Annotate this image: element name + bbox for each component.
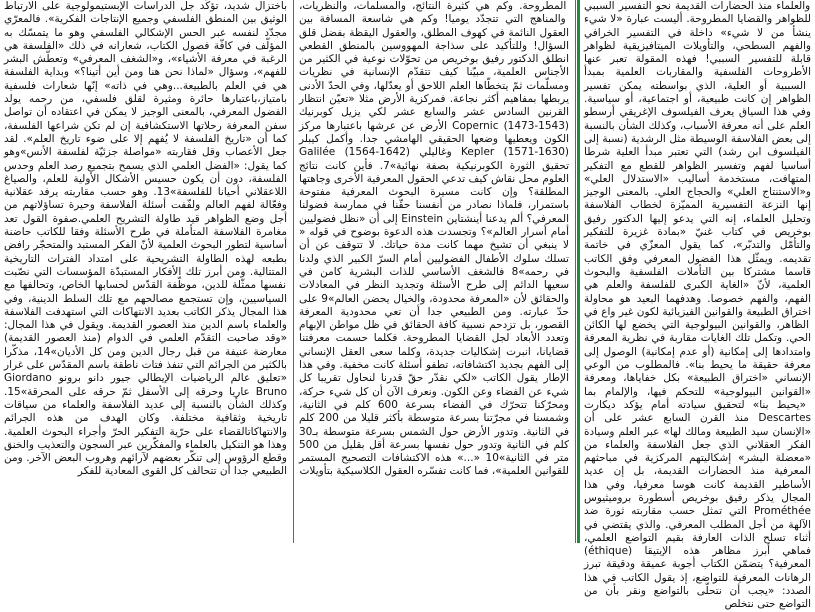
text-line: يحيط بنا». فالمطلوب من الوعي الإنساني «اختراق الطبيعة» [584, 359, 811, 385]
text-line: 600 كلم في الثانية، وشمسنا في مجرّتنا بسرعة [299, 398, 569, 425]
text-line: القطعي انطلق الدكتور رفيق بوخريص من تحوّلات نوعية [299, 39, 570, 66]
text-line: كانت مخفية. وفي هذا الإطار يقول الكاتب «لكي نقدّر حقّ قدرنا [299, 359, 569, 385]
text-line: يتضمّن الكتاب أجوبة عميقة ودقيقة تبرز الرهانات [584, 558, 811, 584]
text-line: لأنّ الفكر المستبد والمتحجّر رافض بطبعه لهذه الطاولة [4, 239, 287, 265]
text-line: أين أتينا؟» وبداية الفلسفة هي في العلم بالطبيعة...وهي في [4, 66, 287, 92]
text-line: عديد الأساطير القديمة كانت هوسا معرفيا، وفي هذا المجال [584, 465, 811, 504]
text-line: هذا السياق يعرف الفيلسوف الإغريقي أرسطو العلم على أنه [584, 106, 811, 132]
text-line: أمام السرّ الكبير الذي ولدنا في رحمه»8 فالشغف الأساسي [299, 252, 570, 278]
text-line: والعلماء منذ الحضارات القديمة نحو التفسير السببي [584, 0, 811, 12]
text-line: عرشها باعتبارها مركز الكون ويعطيها وضعها الحقيقي [299, 119, 569, 145]
text-line: الفكرية». فالمعرّي مجدّد لنفسه عبر الحس الإشكالي الفلسفي [4, 13, 287, 39]
text-line: التنكيل بالعلماء والمفكّرين عبر السجون والتعذيب والخنق [4, 438, 250, 451]
text-line: في ذلك «الفلسفة هي الرغبة في معرفة الأشياء»، و«الشغف [4, 39, 287, 66]
text-line: Einstein إلى أن «نظل فضوليين أمام أسرار العالم»؟ وتجسدت [299, 212, 569, 239]
text-line: والتأويلات الميتافيزيقية لظواهر قابلة للتفسير السببي! [584, 39, 811, 66]
column-middle-text [299, 0, 569, 479]
text-line: العلمي، فماهي أبرز مظاهر هذه الإيتيقا (éthique) المعرفية؟ [584, 531, 811, 571]
text-line: والمناهج التي تتجدّد يوميا! وكم هي شاسعة المسافة بين [299, 13, 566, 26]
column-middle [295, 0, 573, 543]
text-line: والتدبّر»، كما يقول المعزّي في خاتمة تقديمه. ويمثّل هذا [584, 239, 811, 265]
text-line: بالمعنى الوجيز إنها النزعة التفسيرية المميّزة لخطاب [584, 186, 811, 212]
column-divider [575, 0, 576, 543]
text-line: المعرفي» وتعطّش البشر للفهم»، وسؤال «لماذا نحن هنا ومن [4, 53, 288, 79]
text-line: متوسطة بأكثر قليلا من 200 كلم في الثانية. وتدور الأرض [299, 412, 569, 438]
text-line: أنفسنا حقّنا في ممارسة فضولنا المعرفي؟ ألم يدعنا أينشتاين [299, 199, 569, 225]
text-line: وحدس الفلسفة، دون أن يكون حسيس الأشكال الأولية للعلم، [4, 159, 287, 185]
text-line: Galilée (1564-1642) تحقيق الثورة الكوبرنيكية بصفة [299, 146, 570, 172]
text-line: نتحلّى بالتواضع ونقر بأن من التواضع حتى نتخلص [584, 585, 811, 611]
text-line: الوجيز لا يمكن في اعتقاده أن تواصل سفن المعرفة رحلاتها [4, 106, 287, 132]
text-line: في الكثير من الأجناس العلمية، مبيّنا كيف تتقدّم الإنسانية في [299, 53, 569, 79]
text-line: إلى إمكانية (أو عدم إمكانية) الوصول إلى معرفة حقيقة ما [584, 345, 811, 372]
text-line: على حرّية التفكير الحرّ وأجراء البحوث العلمية. وهذا هو [4, 425, 287, 451]
column-right [577, 0, 815, 611]
text-line: ذاته» إنّها شعارات فلسفية بامتياز،باعتبارها حائرة [4, 79, 287, 106]
text-line: للدين، موظّفة القدّس لحسابها الخاص، وتحالفها مع [4, 279, 228, 292]
text-line: المطروحة. [513, 0, 567, 12]
text-line: فكلما حسمت معرفتنا قضايانا، انبرت إشكاليات جديدة، [299, 332, 569, 358]
text-line: الطبيعة ومالك لها» عبر العلم وسيادة الفكر العقلاني الذي [584, 425, 811, 451]
text-line: Descartes منذ القرن السابع عشر على أن «الإنسان سيد [584, 412, 811, 438]
text-line: مختلفة. وكان الهدف من هذه الجرائم والانتهاكاتالقضاء [4, 412, 287, 438]
text-line: يحضن العالم»9 على حدّ عبارته. ومن الطبيعي جدا أن تعي [299, 292, 569, 318]
text-line: النظر في المعادلات والحقائق لأن «المعرفة محدودة، والخيال [299, 279, 569, 305]
text-line: قلق السؤال! وللتأكيد على سذاجة المهووسين بالمنطق [299, 26, 569, 52]
text-line: للظواهر والقضايا المطروحة. أليست عبارة «لا شيء ينشأ [584, 13, 811, 39]
column-right-text [584, 0, 811, 612]
text-line: الحي. وتكمل تلك الغايات مقاربة في نظرية المعرفة وامتدادها [584, 332, 811, 358]
text-line: والصياغ اللاعقلاني أحيانا للفلسفة»13. وهو حسب مقاربته [4, 172, 287, 199]
text-line: الأسئلة وفقا للكاتب حاضنة أساسية لتطور البحوث العلمية [4, 226, 288, 252]
text-line: حول نفسها بسرعة أقل بقليل من 500 متر في الثانية»10 [299, 438, 569, 465]
text-line: الظواهر إن كانت طبيعية، أو اجتماعية، أو سياسية. وفي [584, 93, 811, 119]
text-line: ومثيرة لقلق فلسفي، من رحمه يولد الفضول المعرفي، بالمعنى [4, 93, 287, 119]
text-line: نظريات ومسلّمات ثمّ يتخطّاها العلم اللاحق أو يعدّلها، وفي [299, 66, 569, 92]
text-line: وكلما سعى العقل الإنساني إلى الفهم بجديد اكتشافاته، تطفو أسئلة [299, 345, 569, 372]
text-line: فهذه المقولة تعبر عنها الأطروحات الفلسفية والمقاربات [584, 53, 811, 79]
text-line: والذي يقتضي في أثناء تسلح الذات العارفة بقيم التواضع [584, 518, 811, 544]
text-line: الهامشي جدا. وأكمل كيبلر Kepler (1571-1630) وغاليلي [299, 132, 569, 159]
text-line: إلى الأسفل ثمّ حرقه على المحرقة»15. وكذلك الشأن بالنسبة [4, 385, 287, 411]
text-line: لكي يزيل كوبرنيك Copernic (1473-1543) الأرض عن [299, 106, 569, 132]
text-line: «...» هذه الاكتشافات التصحيح المستمر للقوانين [299, 452, 569, 478]
text-line: للذات البشرية كامن في سعيها الدائم إلى طرح الأسئلة وتجديد [299, 265, 569, 292]
text-line: للقطع مع التفكير المتهافت، مستخدمة أساليب «الاستدلال [584, 159, 811, 185]
text-line: في ظل مواطن الإبهام وتعدد الأبعاد لجل القضايا المطروحة. [299, 319, 570, 345]
text-line: تلك الأفكار المستبدّة المؤسسات التي نصّبت نفسها ممثّلة [4, 265, 287, 292]
text-line: على الارتباط الوثيق بين المنطق الفلسفي وجميع الإنتاجات [4, 0, 287, 26]
text-line: تمثل حسب مقاربته ثورة ضد الآلهة من أجل المطلب المعرفي. [584, 505, 812, 531]
text-line: فتات ناطقة باسم المقدّس على غرار «تعليق عالم الرياضيات [4, 359, 287, 385]
text-line: مسيرة البحوث المعرفية مفتوحة باستمرار، فلماذا نصادر من [299, 186, 569, 212]
text-line: الفضول المعرفي وفق الكاتب قاسما مشتركا بين التأملات [584, 252, 811, 278]
text-line: العلي» و«الاستنتاج العلي» والحجاج العلي. [584, 172, 811, 199]
text-line: يرفد عقلانية وفعّالة لفهم العالم ولفّفت أسئلة الفلاسفة [4, 186, 287, 212]
text-line: الفلاسفة وتحليل العلماء، إنه التي يدعو إليها الدكتور [584, 199, 811, 225]
text-line: أن كل شيء حركة، ومحرّكنا تتحرّك في الفضاء بسرعة [299, 385, 569, 411]
text-line: الفلسفية والبحوث العلمية، لأنّ «الغاية الكبرى للفلسفة [584, 265, 811, 292]
text-line: السياسيين، وإن تستجمع مصالحهم مع تلك السلط الدينية، [22, 292, 287, 305]
text-line: المعرفية للتواضع، إذ يقول الكاتب في هذا الصدد: «يجب أن [584, 571, 811, 598]
text-line: محاولة اختراق الطبيعة والقوانين الفيزيائية لكون غير واع [584, 292, 811, 318]
text-line: وقطع الرؤوس إلى تنكّر بعضهم لآرائهم وهروب البعض [50, 452, 287, 465]
text-line: وفي هذا المجال يذكر الكاتب بعديد الانتهاكات التي استهدفت [4, 292, 287, 318]
column-left [0, 0, 291, 543]
text-line: يذكر رفيق بوخريص أسطورة بروميثيوس Prométhée التي [584, 491, 811, 518]
text-line: وحيرة تساؤلاتهم من أجل وضع الظواهر قيد طاولة التشريح [4, 199, 287, 225]
text-line: العلمي.صفوة القول تعد مغامرة الفلاسفة المتأملة في طرح [4, 212, 287, 239]
text-line: تعتبر مبدأ العلية شرطا أساسيا لفهم وتفسير الظواهر [584, 146, 811, 172]
text-line: في هذا المجال: «وقد صاحبت التقدّم العلمي في الدوام (منذ [4, 319, 287, 345]
text-line: باختزال شديد، تؤكّد جل الدراسات الإبستيمولوجية [60, 0, 287, 12]
column-divider [293, 0, 294, 543]
text-line: كل الأديان»14، مذكّرا بالكثير من الجرائم التي تنفذ [4, 345, 287, 372]
text-line: ومن الطبيعي جدا أن تتحالف كل القوى المعادية للفكر [4, 452, 287, 478]
text-line: الفلسفة لا يُفهم إلا على ضوء تاريخ العلم». لقد جعل الأعصاب [4, 132, 287, 159]
text-line: العلمية بمبدأ السببية أو العلية، الذي بواسطته يمكن تفسير [584, 66, 807, 92]
text-line: العلمية»، فما كانت تفسّره العقول الكلاسيكية بتأويلات [299, 465, 532, 478]
column-left-text [4, 0, 287, 479]
text-line: وكم هي كثيرة النتائج، والمسلّمات، والنظريات، [299, 0, 514, 12]
text-line: من لا شيء» داخلة في التفسير الخرافي والفهم السطحي، [584, 26, 811, 52]
text-line: المركزية في مباحثهم المعرفية منذ الحضارات القديمة، بل إن [584, 452, 811, 478]
text-line: جعل الفلاسفة والعلماء من «معضلة البشر» إشكاليتهم [584, 438, 811, 465]
text-line: إلى عديد الفلاسفة والعلماء من سياقات تاريخية وثقافية [4, 398, 288, 425]
text-line: الإيطالي جيور دانو برونو Giordano Bruno عاريا وحرقه [4, 372, 287, 398]
text-line: معرفة الأسباب، وكذلك الشأن بالنسبة إلى بعض الفلاسفة [584, 119, 812, 145]
text-line: هذه الدعوة بوضوح في قوله « لا ينبغي أن تشيخ مهما كانت [299, 226, 569, 252]
text-line: رفيق بوخريص في كتاب غنيّ «بمادة غزيرة للتفكير والتأمّل [584, 212, 811, 252]
text-line: والإلمام بما «يحيط بنا» لتحقيق سيادته أمام يؤكد ديكارت [584, 385, 807, 411]
text-line: مثلا «تعيّن انتظار القرنين السادس عشر والسابع عشر [299, 93, 569, 119]
text-line: العصور القديمة) معارضة عنيفة من قبل رجال الدين ومن [4, 332, 287, 358]
text-line: الحدّ الأدنى يربطها بمفاهيم أكثر نجاعة. فمركزية الأرض [299, 79, 569, 106]
text-line: يقول: «الفضل العلمي الذي يسمح بتجميع رصد العلم [33, 159, 269, 172]
text-line: في الظاهر، والقوانين البيولوجية التي يخضع لها الكائن [584, 305, 810, 332]
text-line: الحقول المعرفية الأخرى وجاهتها المطلقة؟ وإن كانت [299, 172, 569, 199]
text-line: مدة حياتك. لا تتوقف عن أن تسلك سلوك الأطفال الفضوليين [299, 239, 569, 265]
text-line: وقل فقاربته «مواصلة جزئيّة لفلسفة الأنس»وهو كما [4, 146, 287, 172]
text-line: الوسيطة مثل الرشدية (نسبة إلى الفيلسوف ابن رشد) التي [584, 132, 811, 159]
text-line: نهائية»7. فأين كانت نتائج العلوم محل نقاش كيف تدعي [299, 159, 569, 185]
text-line: حول الشمس بسرعة متوسطة بـ30 كلم في الثانية وتدور [299, 425, 569, 451]
text-line: التشريحية على امتداد الفترات التاريخية المتتالية. ومن أبرز [4, 252, 287, 278]
text-line: والعلم هي الفهم، والفهم خصوصا. وهدفهما البعيد هو [584, 279, 811, 305]
text-line: الفلاسفة والعلماء باسم الدين منذ العصور القديمة. ويقول [4, 305, 288, 332]
text-line: الآخر. [22, 452, 51, 465]
text-line: الاستكشافية إن لم تكن شراعها الفلسفة، كما أن «تاريخ [4, 119, 287, 145]
text-line: وهو ما يتمسّك به المؤلّف في كافّة فصول الكتاب، شعارانه [4, 26, 287, 52]
text-line: العقول النائمة في كهوف المطلق، والعقول اليقظة بفضل [316, 26, 569, 39]
text-line: بكل خفاياها، ومعرفة «القوانين البيولوجية» للتحكم فيها، [584, 372, 811, 398]
text-line: محدودية المعرفة القصور، بل تزدحم نسبية كافة الحقائق [299, 305, 570, 332]
text-line: لنحاول تقريبا كل شيء عن الفضاء وعن الكون. ونعرف الآن [299, 372, 569, 398]
